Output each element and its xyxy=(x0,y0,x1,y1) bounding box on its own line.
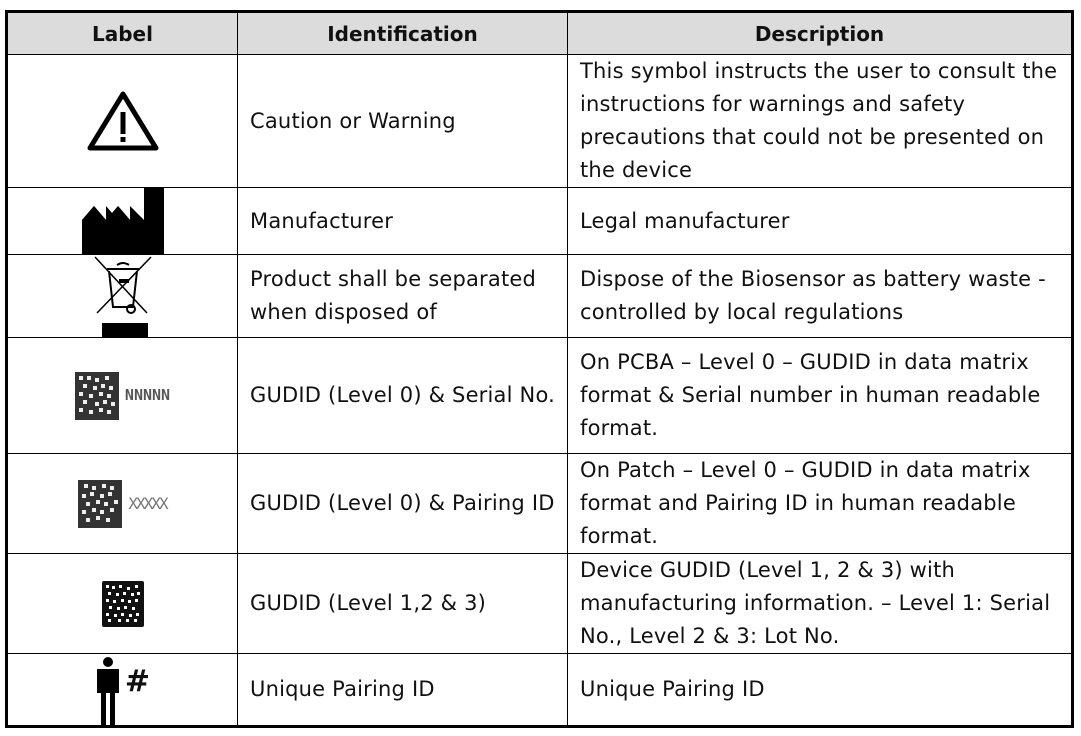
table-row xyxy=(7,255,1073,338)
description-cell: Device GUDID (Level 1, 2 & 3) with manufacturing information. – Level 1: Serial No., Level 2 & 3: Lot No. xyxy=(568,554,1073,654)
description-cell: Unique Pairing ID xyxy=(568,654,1073,727)
description-cell: Dispose of the Biosensor as battery waste - controlled by local regulations xyxy=(568,255,1073,338)
table-row xyxy=(7,338,1073,454)
table-row xyxy=(7,654,1073,727)
crossed-out-wheelie-bin-icon xyxy=(93,255,153,337)
description-cell: Legal manufacturer xyxy=(568,188,1073,255)
identification-cell: GUDID (Level 1,2 & 3) xyxy=(238,554,568,654)
identification-cell: Manufacturer xyxy=(238,188,568,255)
label-cell xyxy=(7,188,238,255)
label-cell xyxy=(7,255,238,338)
data-matrix-icon xyxy=(102,581,144,627)
label-cell xyxy=(7,554,238,654)
person-icon xyxy=(95,657,121,725)
header-label: Label xyxy=(7,12,238,55)
caution-warning-triangle-icon xyxy=(87,90,159,152)
identification-cell: GUDID (Level 0) & Pairing ID xyxy=(238,454,568,554)
data-matrix-icon xyxy=(78,480,122,528)
header-identification: Identification xyxy=(238,12,568,55)
table-row xyxy=(7,55,1073,188)
label-cell xyxy=(7,55,238,188)
identification-cell: Caution or Warning xyxy=(238,55,568,188)
symbols-table xyxy=(5,10,1074,728)
header-description: Description xyxy=(568,12,1073,55)
table-row xyxy=(7,554,1073,654)
label-cell xyxy=(7,654,238,727)
description-cell: This symbol instructs the user to consult the instructions for warnings and safety precautions that could not be presented on the device xyxy=(568,55,1073,188)
description-cell: On PCBA – Level 0 – GUDID in data matrix format & Serial number in human readable format. xyxy=(568,338,1073,454)
hash-icon: # xyxy=(124,664,151,699)
manufacturer-factory-icon xyxy=(82,188,164,254)
data-matrix-icon xyxy=(75,372,119,420)
label-cell xyxy=(7,338,238,454)
label-cell xyxy=(7,454,238,554)
table-row xyxy=(7,188,1073,255)
identification-cell: GUDID (Level 0) & Serial No. xyxy=(238,338,568,454)
identification-cell: Product shall be separated when disposed of xyxy=(238,255,568,338)
pairing-placeholder-text: XXXXX xyxy=(128,494,167,513)
table-row xyxy=(7,454,1073,554)
identification-cell: Unique Pairing ID xyxy=(238,654,568,727)
serial-placeholder-text: NNNNN xyxy=(124,386,171,404)
table-header-row xyxy=(7,12,1073,55)
description-cell: On Patch – Level 0 – GUDID in data matrix format and Pairing ID in human readable format. xyxy=(568,454,1073,554)
